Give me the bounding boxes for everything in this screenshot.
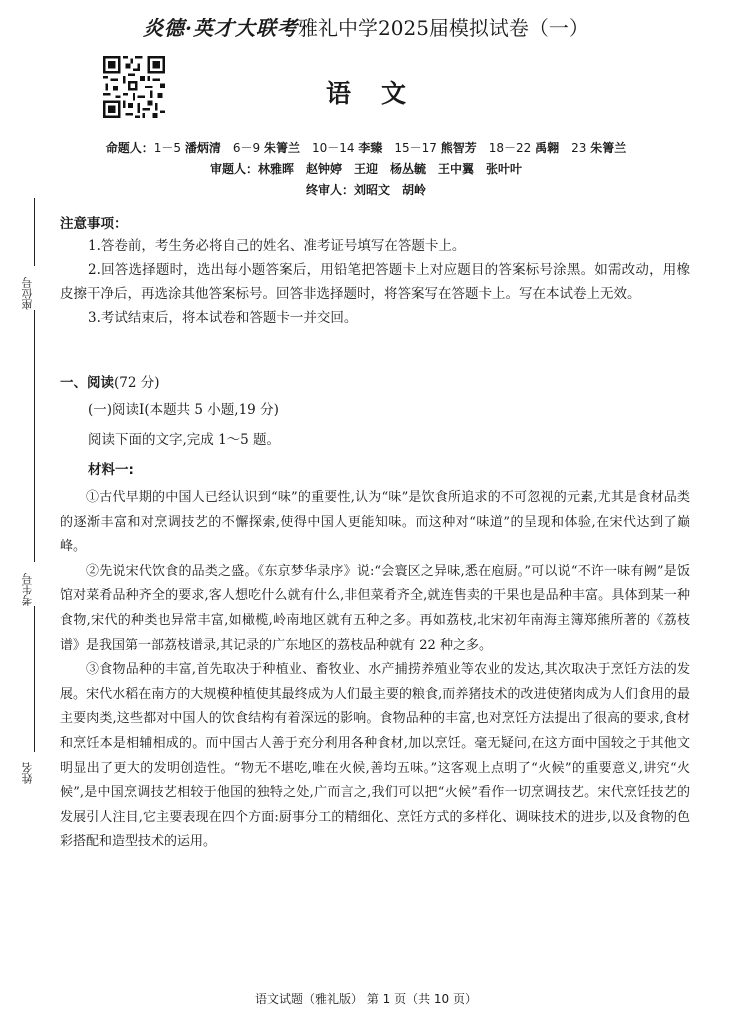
- proposers-line: [0, 139, 732, 156]
- exam-number-label: 考生号: [21, 562, 37, 606]
- proposer-name: 朱箐兰: [263, 141, 300, 155]
- passage-paragraph: ②先说宋代饮食的品类之盛。《东京梦华录序》说:“会寰区之异味,悉在庖厨。”可以说“不许一味有阙”是饭馆对菜肴品种齐全的要求,客人想吃什么就有什么,非但菜肴齐全,就连售卖的干果也是品种丰富。具体到某一种食物,宋代的种类也异常丰富,如橄榄,岭南地区就有五种之多。再如荔枝,北宋初年南海主簿郑熊所著的《荔枝谱》是我国第一部荔枝谱录,其记录的广东地区的荔枝品种就有 22 种之多。: [60, 563, 690, 653]
- reviewer-name: 杨丛毓: [390, 162, 427, 176]
- notice-item: 3.考试结束后，将本试卷和答题卡一并交回。: [88, 310, 358, 326]
- section-title-text: 一、阅读: [60, 375, 114, 391]
- seat-number-label: 座位号: [21, 266, 37, 310]
- proposer-name: 朱箐兰: [590, 141, 627, 155]
- notice-title: 注意事项：: [60, 216, 128, 232]
- proposers-label: 命题人：: [105, 141, 154, 155]
- proposer-range: 18－22: [488, 141, 532, 155]
- final-reviewer-name: 刘昭文: [353, 183, 390, 197]
- proposer-range: 10－14: [311, 141, 355, 155]
- notice-list: [60, 234, 690, 330]
- final-reviewers-line: [0, 181, 732, 198]
- proposer-name: 潘炳清: [184, 141, 221, 155]
- reviewer-name: 赵钟婷: [305, 162, 342, 176]
- brand-name: 炎德·英才大联考: [143, 16, 299, 40]
- reviewer-name: 林雅晖: [257, 162, 294, 176]
- proposer-range: 23: [571, 141, 587, 155]
- reviewer-name: 王中翼: [438, 162, 475, 176]
- material-label: 材料一:: [88, 462, 134, 478]
- proposer-name: 熊智芳: [440, 141, 477, 155]
- passage-paragraph: ①古代早期的中国人已经认识到“味”的重要性,认为“味”是饮食所追求的不可忽视的元素,尤其是食材品类的逐渐丰富和对烹调技艺的不懈探索,使得中国人更能知味。而这种对“味道”的呈现和体验,在宋代达到了巅峰。: [60, 490, 690, 555]
- final-label: 终审人：: [305, 183, 354, 197]
- reading-passage: [60, 486, 690, 855]
- section-title: [60, 371, 160, 391]
- subsection-title: (一)阅读Ⅰ(本题共 5 小题,19 分): [88, 402, 279, 418]
- notice-item: 1.答卷前，考生务必将自己的姓名、准考证号填写在答题卡上。: [88, 238, 466, 254]
- page-footer: 语文试题（雅礼版） 第 1 页（共 10 页）: [255, 992, 477, 1006]
- proposer-name: 李臻: [358, 141, 383, 155]
- proposer-range: 15－17: [394, 141, 437, 155]
- proposer-name: 禹翱: [535, 141, 560, 155]
- proposer-range: 1－5: [153, 141, 182, 155]
- reviewer-name: 张叶叶: [486, 162, 523, 176]
- final-reviewer-name: 胡岭: [402, 183, 427, 197]
- exam-title: 雅礼中学2025届模拟试卷（一）: [298, 16, 589, 40]
- passage-paragraph: ③食物品种的丰富,首先取决于种植业、畜牧业、水产捕捞养殖业等农业的发达,其次取决于烹饪方法的发展。宋代水稻在南方的大规模种植使其最终成为人们最主要的粮食,而养猪技术的改进使猪肉成为人们食用的最主要肉类,这些都对中国人的饮食结构有着深远的影响。食物品种的丰富,也对烹饪方法提出了很高的要求,食材和烹饪本是相辅相成的。而中国古人善于充分利用各种食材,加以烹饪。毫无疑问,在这方面中国较之于其他文明显出了更大的发明创造性。“物无不堪吃,唯在火候,善均五味。”这客观上点明了“火候”的重要意义,讲究“火候”,是中国烹调技艺相较于他国的独特之处,广而言之,我们可以把“火候”看作一切烹调技艺。宋代烹饪技艺的发展引人注目,它主要表现在四个方面:厨事分工的精细化、烹饪方式的多样化、调味技术的进步,以及食物的色彩搭配和造型技术的运用。: [60, 662, 690, 850]
- subject-title: 语文: [325, 79, 436, 108]
- notice-item: 2.回答选择题时，选出每小题答案后，用铅笔把答题卡上对应题目的答案标号涂黑。如需改动，用橡皮擦干净后，再选涂其他答案标号。回答非选择题时，将答案写在答题卡上。写在本试卷上无效。: [60, 262, 690, 302]
- reviewers-label: 审题人：: [209, 162, 258, 176]
- name-label: 姓名: [21, 752, 37, 784]
- reading-instruction: 阅读下面的文字,完成 1～5 题。: [88, 432, 281, 448]
- exam-header: [0, 12, 732, 41]
- reviewer-name: 王迎: [353, 162, 378, 176]
- reviewers-line: [0, 160, 732, 177]
- proposer-range: 6－9: [232, 141, 261, 155]
- section-score: (72 分): [114, 375, 160, 391]
